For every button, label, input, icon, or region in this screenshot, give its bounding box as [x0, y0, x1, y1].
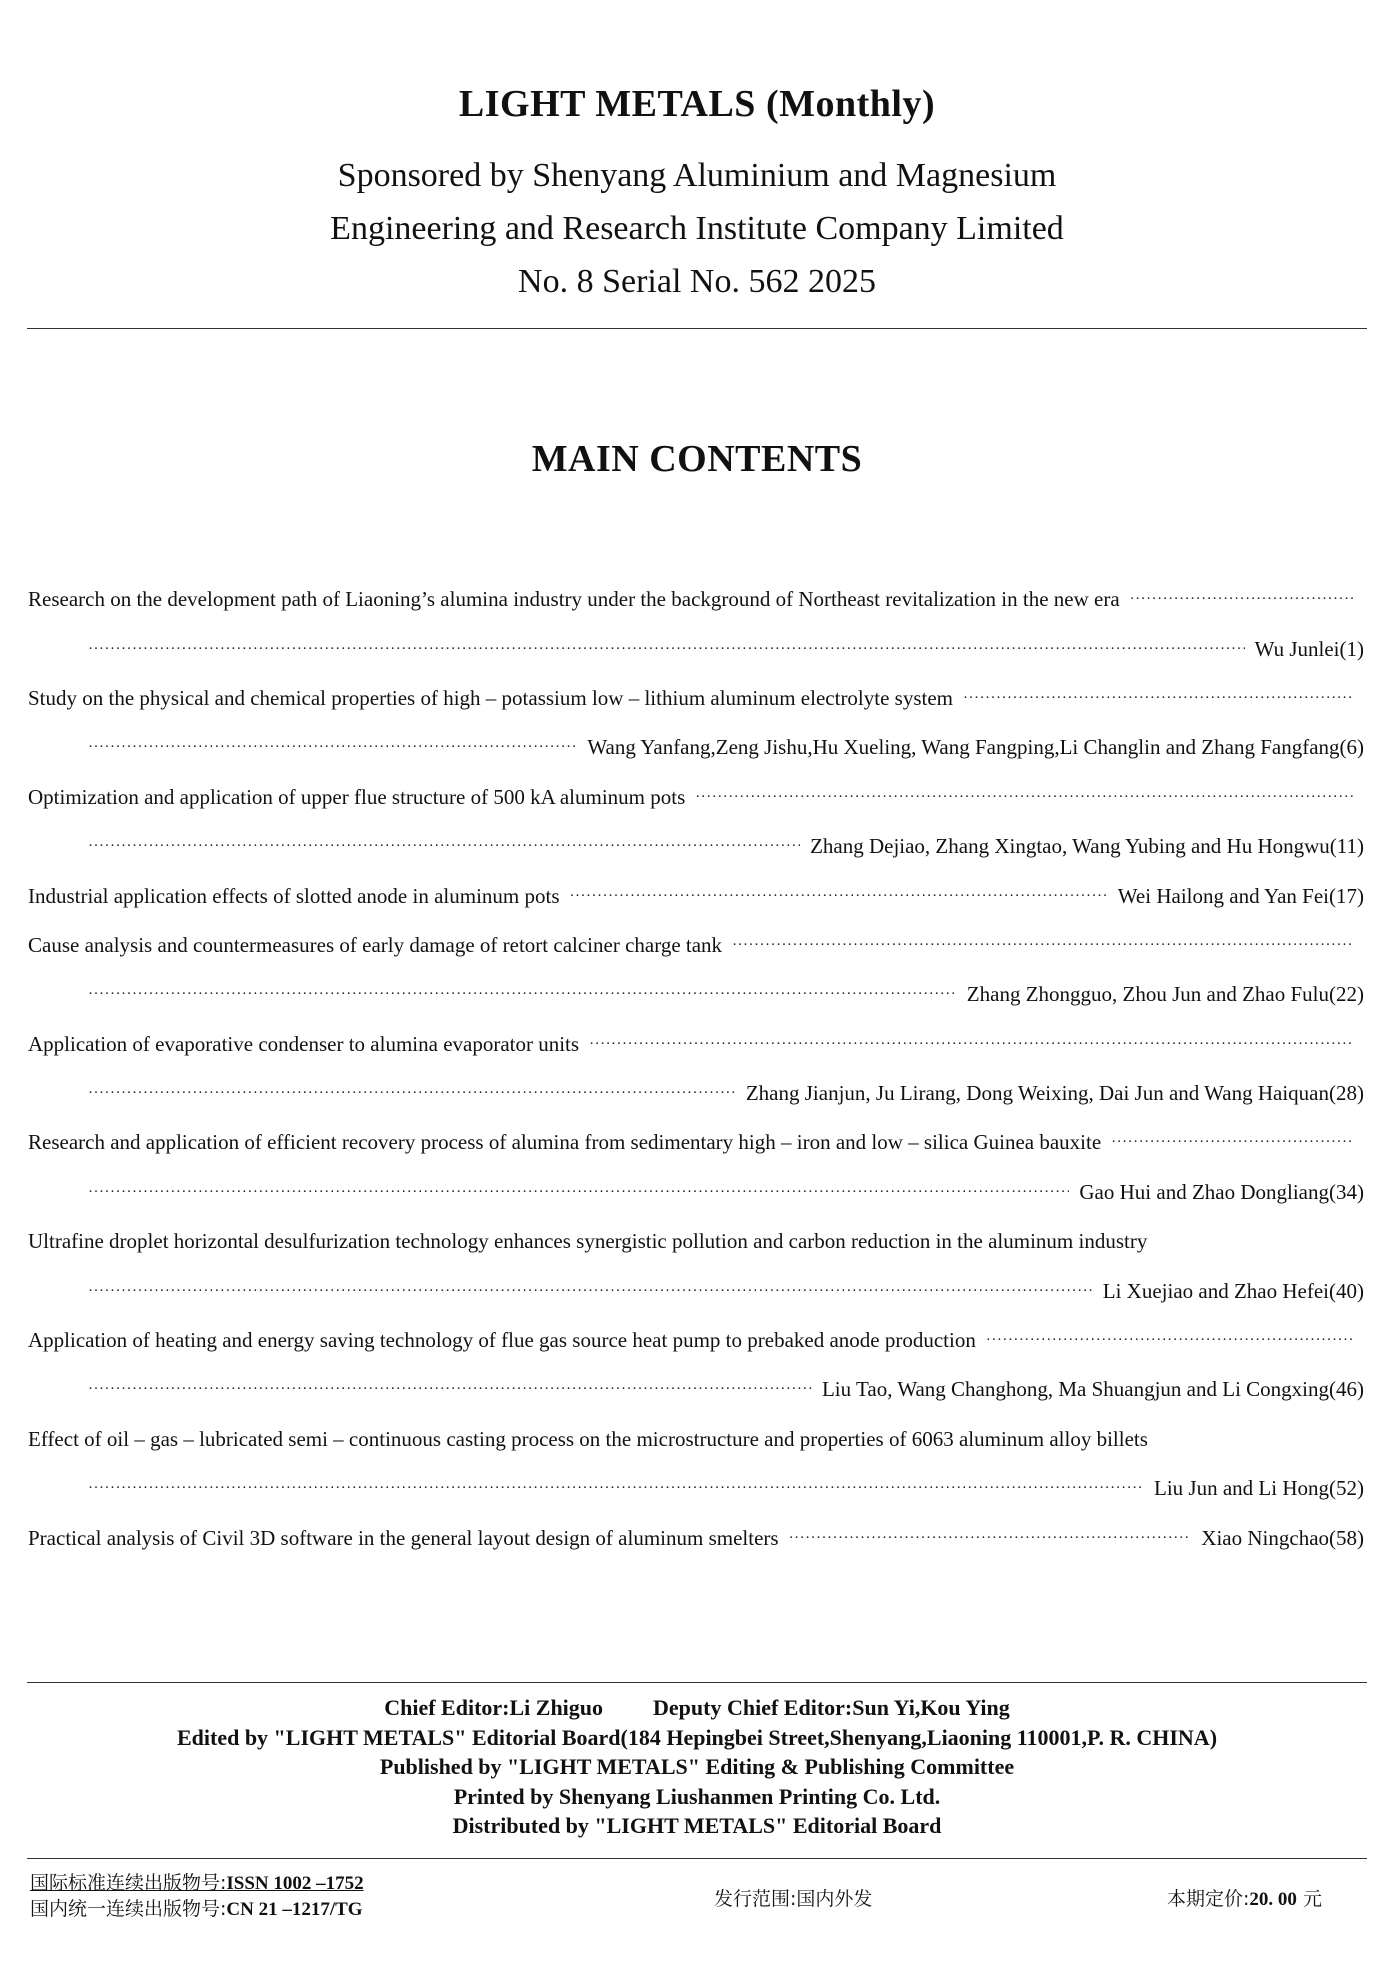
toc-entry-authors: Gao Hui and Zhao Dongliang(34) [1079, 1179, 1364, 1204]
leader-dots [570, 889, 1108, 904]
toc-entry-title[interactable]: Study on the physical and chemical properties of high – potassium low – lithium aluminum electrolyte system [28, 685, 954, 710]
distributed-by: Distributed by "LIGHT METALS" Editorial Board [452, 1813, 942, 1838]
sponsor-line-2: Engineering and Research Institute Company Limited [330, 210, 1064, 247]
toc-entry-authors: Wang Yanfang,Zeng Jishu,Hu Xueling, Wang Fangping,Li Changlin and Zhang Fangfang(6) [587, 735, 1364, 760]
toc-entry-authors: Liu Jun and Li Hong(52) [1154, 1476, 1364, 1501]
toc-entry-line [28, 871, 1364, 920]
leader-dots [88, 1284, 1093, 1299]
cn-value: CN 21 –1217/TG [226, 1899, 363, 1920]
leader-dots [88, 1086, 736, 1101]
leader-dots [963, 691, 1354, 706]
editorial-footer [0, 1693, 1394, 1841]
toc-entry-title[interactable]: Effect of oil – gas – lubricated semi – continuous casting process on the microstructure and properties of 6063 aluminum alloy billets [28, 1426, 1148, 1451]
toc-entry-title[interactable]: Ultrafine droplet horizontal desulfurization technology enhances synergistic pollution and carbon reduction in the aluminum industry [28, 1229, 1148, 1254]
toc-entry-author-line [28, 822, 1364, 871]
toc-entry-author-line [28, 1266, 1364, 1315]
distribution-scope: 发行范围:国内外发 [714, 1888, 873, 1910]
toc-entry-title-line [28, 1020, 1364, 1069]
leader-dots [589, 1037, 1354, 1052]
table-of-contents [28, 575, 1364, 1563]
journal-title: LIGHT METALS (Monthly) [458, 83, 936, 125]
toc-entry-title[interactable]: Practical analysis of Civil 3D software in the general layout design of aluminum smelters [28, 1525, 779, 1550]
toc-entry-title-line [28, 1217, 1364, 1266]
toc-entry-author-line [28, 1365, 1364, 1414]
toc-entry-title[interactable]: Optimization and application of upper flue structure of 500 kA aluminum pots [28, 784, 686, 809]
toc-entry-author-line [28, 1168, 1364, 1217]
sponsor-line-1: Sponsored by Shenyang Aluminium and Magnesium [337, 157, 1057, 194]
toc-entry-author-line [28, 1069, 1364, 1118]
leader-dots [88, 839, 800, 854]
leader-dots [88, 740, 577, 755]
issue-line: No. 8 Serial No. 562 2025 [518, 263, 876, 300]
leader-dots [88, 1481, 1144, 1496]
footer-divider [27, 1682, 1367, 1683]
toc-entry-title-line [28, 1415, 1364, 1464]
leader-dots [732, 938, 1354, 953]
toc-entry-title-line [28, 1118, 1364, 1167]
toc-entry-authors: Liu Tao, Wang Changhong, Ma Shuangjun and Li Congxing(46) [821, 1377, 1364, 1402]
cn-line [30, 1894, 363, 1921]
leader-dots [986, 1333, 1354, 1348]
edited-by: Edited by "LIGHT METALS" Editorial Board(184 Hepingbei Street,Shenyang,Liaoning 110001,P. R. CHINA) [176, 1724, 1218, 1750]
toc-entry-title[interactable]: Application of heating and energy saving technology of flue gas source heat pump to prebaked anode production [28, 1328, 976, 1353]
toc-entry-authors: Wu Junlei(1) [1254, 636, 1364, 661]
deputy-chief-editor: Deputy Chief Editor:Sun Yi,Kou Ying [653, 1695, 1010, 1720]
leader-dots [1111, 1135, 1354, 1150]
header-divider [27, 328, 1367, 329]
leader-dots [695, 790, 1354, 805]
toc-entry-title-line [28, 575, 1364, 624]
toc-entry-title[interactable]: Cause analysis and countermeasures of early damage of retort calciner charge tank [28, 932, 723, 957]
toc-entry-author-line [28, 970, 1364, 1019]
cn-label: 国内统一连续出版物号: [30, 1898, 227, 1920]
price-value: 20. 00 [1249, 1889, 1297, 1910]
issn-value: ISSN 1002 –1752 [226, 1873, 364, 1894]
toc-entry-authors: Xiao Ningchao(58) [1201, 1525, 1364, 1550]
price-unit: 元 [1302, 1888, 1322, 1910]
toc-entry-authors: Zhang Jianjun, Ju Lirang, Dong Weixing, Dai Jun and Wang Haiquan(28) [745, 1081, 1364, 1106]
toc-entry-title[interactable]: Research and application of efficient recovery process of alumina from sedimentary high – iron and low – silica Guinea bauxite [28, 1130, 1102, 1155]
printed-by: Printed by Shenyang Liushanmen Printing Co. Ltd. [453, 1783, 941, 1809]
leader-dots [88, 1382, 812, 1397]
toc-entry-line [28, 1513, 1364, 1562]
toc-entry-author-line [28, 624, 1364, 673]
toc-entry-title-line [28, 773, 1364, 822]
main-contents-heading: MAIN CONTENTS [531, 438, 863, 480]
leader-dots [88, 987, 957, 1002]
toc-entry-title[interactable]: Research on the development path of Liaoning’s alumina industry under the background of Northeast revitalization in the new era [28, 587, 1120, 612]
toc-entry-author-line [28, 723, 1364, 772]
toc-entry-authors: Li Xuejiao and Zhao Hefei(40) [1102, 1278, 1364, 1303]
toc-entry-title[interactable]: Industrial application effects of slotted anode in aluminum pots [28, 883, 560, 908]
toc-entry-authors: Zhang Dejiao, Zhang Xingtao, Wang Yubing and Hu Hongwu(11) [810, 834, 1364, 859]
leader-dots [789, 1531, 1192, 1546]
toc-entry-title-line [28, 921, 1364, 970]
leader-dots [88, 642, 1245, 657]
published-by: Published by "LIGHT METALS" Editing & Publishing Committee [379, 1754, 1015, 1779]
toc-entry-title-line [28, 1316, 1364, 1365]
toc-entry-title[interactable]: Application of evaporative condenser to alumina evaporator units [28, 1031, 580, 1056]
issn-line [30, 1868, 364, 1895]
chief-editor: Chief Editor:Li Zhiguo [384, 1695, 604, 1720]
leader-dots [88, 1185, 1069, 1200]
issn-label: 国际标准连续出版物号: [30, 1872, 227, 1894]
toc-entry-authors: Zhang Zhongguo, Zhou Jun and Zhao Fulu(22) [966, 982, 1364, 1007]
price-label: 本期定价: [1167, 1888, 1250, 1910]
price-line [1167, 1884, 1322, 1911]
bottom-divider [27, 1858, 1367, 1859]
toc-entry-title-line [28, 674, 1364, 723]
editors-line [0, 1693, 1394, 1723]
toc-entry-author-line [28, 1464, 1364, 1513]
leader-dots [1130, 592, 1354, 607]
toc-entry-authors: Wei Hailong and Yan Fei(17) [1117, 883, 1364, 908]
